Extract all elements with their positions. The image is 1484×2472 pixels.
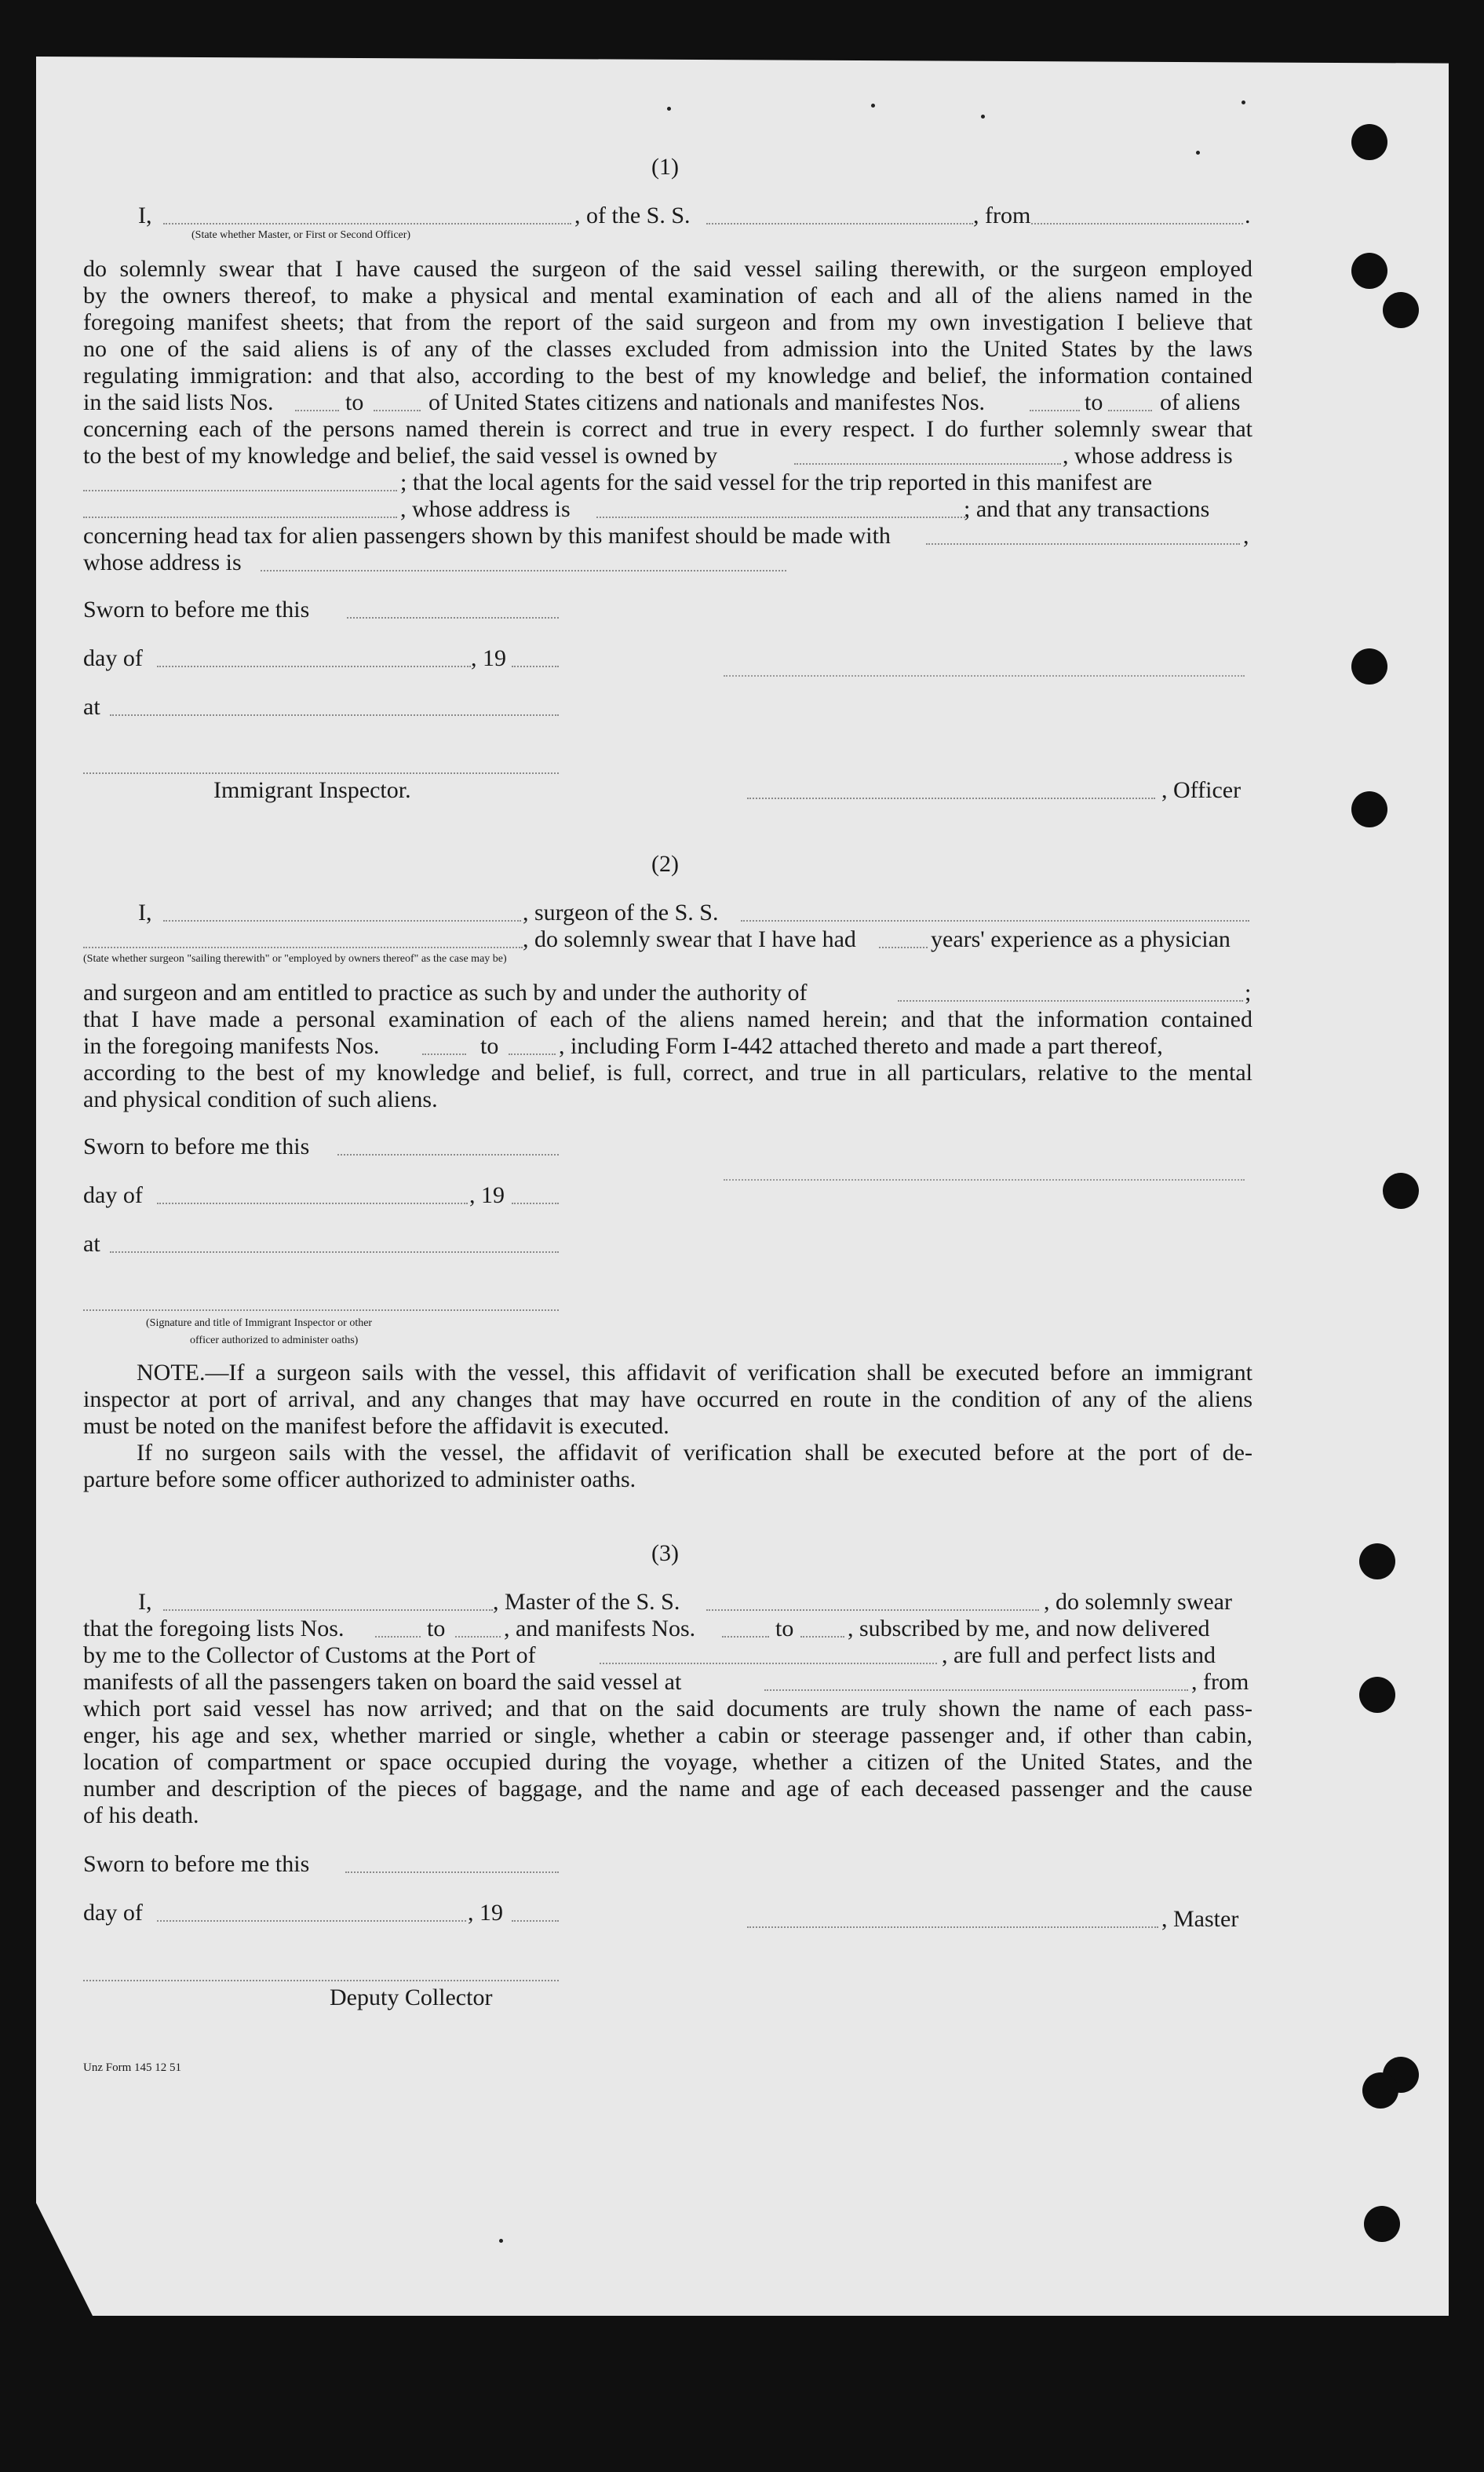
s2-note-surgeon: (State whether surgeon "sailing therewith" or "employed by owners thereof" as the case may be)	[83, 953, 507, 965]
form-id: Unz Form 145 12 51	[83, 2061, 181, 2074]
s1-line-4: no one of the said aliens is of any of the classes excluded from admission into the United States by the laws	[83, 336, 1252, 362]
s3-line-6: location of compartment or space occupied during the voyage, whether a citizen of the United States, and the	[83, 1749, 1252, 1775]
s3-lists-to-field[interactable]	[455, 1636, 501, 1638]
s2-manifest-from-field[interactable]	[422, 1053, 466, 1055]
s1-inspector: Immigrant Inspector.	[213, 777, 411, 803]
s1-from-field[interactable]	[1031, 223, 1243, 225]
s3-line-4: which port said vessel has now arrived; and that on the said documents are truly shown the name of each pass-	[83, 1696, 1252, 1722]
speck	[981, 115, 985, 119]
s3-sworn: Sworn to before me this	[83, 1851, 310, 1877]
s1-l6a: in the said lists Nos.	[83, 389, 274, 415]
punch-hole	[1364, 2206, 1400, 2242]
s1-line-3: foregoing manifest sheets; that from the report of the said surgeon and from my own investigation I believe that	[83, 309, 1252, 335]
s3-19: , 19	[468, 1900, 503, 1926]
s3-l1e: , subscribed by me, and now delivered	[848, 1616, 1210, 1641]
s1-headtax-field[interactable]	[926, 543, 1240, 545]
section-2-heading: (2)	[651, 851, 679, 877]
s1-line-5: regulating immigration: and that also, according to the best of my knowledge and belief, the information contained	[83, 363, 1252, 389]
s3-swear: , do solemnly swear	[1044, 1589, 1232, 1615]
speck	[499, 2239, 503, 2243]
s1-l11a: concerning head tax for alien passengers shown by this manifest should be made with	[83, 523, 891, 549]
s1-at: at	[83, 694, 100, 720]
s1-note-master: (State whether Master, or First or Second Officer)	[191, 229, 411, 241]
s1-period: .	[1245, 203, 1251, 228]
s2-19: , 19	[469, 1182, 505, 1208]
s1-from: , from	[973, 203, 1031, 228]
s3-l1c: , and manifests Nos.	[504, 1616, 696, 1641]
s3-master-signature-field[interactable]	[747, 1926, 1158, 1928]
s3-l3b: , from	[1191, 1669, 1249, 1695]
s3-master-of: , Master of the S. S.	[493, 1589, 680, 1615]
s1-sworn-field[interactable]	[347, 617, 559, 619]
s3-ship-field[interactable]	[706, 1609, 1039, 1611]
s3-l2b: , are full and perfect lists and	[942, 1642, 1216, 1668]
s3-deputy-line[interactable]	[83, 1980, 559, 1981]
s3-l3a: manifests of all the passengers taken on board the said vessel at	[83, 1669, 682, 1695]
s3-manifest-to-field[interactable]	[800, 1636, 844, 1638]
note-line-4: If no surgeon sails with the vessel, the affidavit of verification shall be executed before at the port of de-	[137, 1440, 1252, 1466]
section-1-heading: (1)	[651, 154, 679, 180]
speck	[871, 104, 875, 108]
s2-i: I,	[138, 900, 152, 926]
s1-dayof: day of	[83, 645, 143, 671]
s3-manifest-from-field[interactable]	[722, 1636, 769, 1638]
s2-swear-a: , do solemnly swear that I have had	[523, 926, 856, 952]
s1-lists-to-field[interactable]	[374, 410, 421, 411]
s1-day-field[interactable]	[157, 666, 471, 667]
s2-surgeon: , surgeon of the S. S.	[523, 900, 719, 926]
s2-at-field[interactable]	[110, 1251, 559, 1253]
s2-line-4: according to the best of my knowledge and belief, is full, correct, and true in all particulars, relative to the mental	[83, 1060, 1252, 1086]
s1-line-2: by the owners thereof, to make a physical and mental examination of each and all of the aliens named in the	[83, 283, 1252, 309]
s1-signature-line[interactable]	[724, 675, 1245, 677]
s2-authority-field[interactable]	[898, 1000, 1243, 1002]
s3-year-field[interactable]	[512, 1920, 559, 1922]
s1-l6c: of United States citizens and nationals and manifestes Nos.	[428, 389, 985, 415]
s1-manifest-to-field[interactable]	[1108, 410, 1152, 411]
s2-status-field[interactable]	[163, 920, 521, 922]
s2-swear-b: years' experience as a physician	[931, 926, 1231, 952]
s1-i: I,	[138, 203, 152, 228]
s1-officer-field[interactable]	[747, 798, 1155, 799]
s2-name-field[interactable]	[83, 947, 523, 948]
punch-hole	[1383, 1173, 1419, 1209]
note-line-5: parture before some officer authorized to administer oaths.	[83, 1466, 636, 1492]
s1-agents-field[interactable]	[83, 517, 397, 518]
s2-manifest-to-field[interactable]	[509, 1053, 556, 1055]
s2-l3b: to	[480, 1033, 499, 1059]
s1-19: , 19	[471, 645, 506, 671]
s1-l12: whose address is	[83, 550, 242, 575]
s2-year-field[interactable]	[512, 1203, 559, 1204]
s1-l10b: ; and that any transactions	[964, 496, 1210, 522]
s1-l6b: to	[345, 389, 364, 415]
punch-hole	[1351, 791, 1387, 827]
s1-headtax-address-field[interactable]	[261, 570, 786, 571]
punch-hole	[1351, 124, 1387, 160]
s1-lists-from-field[interactable]	[295, 410, 339, 411]
s2-sworn: Sworn to before me this	[83, 1134, 310, 1159]
speck	[1242, 100, 1245, 104]
s3-line-8: of his death.	[83, 1802, 199, 1828]
s3-master: , Master	[1161, 1906, 1239, 1932]
s1-officer: , Officer	[1161, 777, 1242, 803]
s1-ship-field[interactable]	[706, 223, 973, 225]
note-line-1: NOTE.—If a surgeon sails with the vessel, this affidavit of verification shall be executed before an immigrant	[137, 1360, 1252, 1386]
punch-hole	[1383, 292, 1419, 328]
s3-name-field[interactable]	[163, 1609, 493, 1611]
s1-l6d: to	[1085, 389, 1103, 415]
s3-l1d: to	[775, 1616, 794, 1641]
section-3-heading: (3)	[651, 1540, 679, 1566]
note-line-2: inspector at port of arrival, and any changes that may have occurred en route in the condition of any of the aliens	[83, 1386, 1252, 1412]
punch-hole	[1351, 253, 1387, 289]
s1-l9: ; that the local agents for the said vessel for the trip reported in this manifest are	[400, 469, 1153, 495]
s1-of-ss: , of the S. S.	[574, 203, 691, 228]
s3-l1a: that the foregoing lists Nos.	[83, 1616, 345, 1641]
s3-line-5: enger, his age and sex, whether married or single, whether a cabin or steerage passenger and, if other than cabin,	[83, 1722, 1252, 1748]
s1-rank-field[interactable]	[163, 223, 571, 225]
s1-l8a: to the best of my knowledge and belief, the said vessel is owned by	[83, 443, 718, 469]
s1-at-field[interactable]	[110, 714, 559, 716]
punch-hole	[1362, 2072, 1398, 2109]
s3-line-7: number and description of the pieces of baggage, and the name and age of each deceased passenger and the cause	[83, 1776, 1252, 1802]
s2-line-2: that I have made a personal examination of each of the aliens named herein; and that the information contained	[83, 1006, 1252, 1032]
s2-sig-note-1: (Signature and title of Immigrant Inspector or other	[146, 1317, 373, 1329]
s2-sig-note-2: officer authorized to administer oaths)	[190, 1335, 359, 1346]
s2-line-5: and physical condition of such aliens.	[83, 1086, 438, 1112]
s1-l6e: of aliens	[1160, 389, 1241, 415]
s3-i: I,	[138, 1589, 152, 1615]
s3-lists-from-field[interactable]	[375, 1636, 421, 1638]
speck	[667, 107, 671, 111]
s2-l1a: and surgeon and am entitled to practice as such by and under the authority of	[83, 980, 808, 1006]
s3-sworn-field[interactable]	[345, 1871, 559, 1873]
s3-deputy: Deputy Collector	[330, 1985, 493, 2010]
s1-line-1: do solemnly swear that I have caused the surgeon of the said vessel sailing therewith, or the surgeon employed	[83, 256, 1252, 282]
punch-hole	[1351, 648, 1387, 685]
s2-inspector-line[interactable]	[83, 1309, 559, 1311]
s1-agents-address-field[interactable]	[596, 517, 968, 518]
s2-ship-field[interactable]	[741, 920, 1249, 922]
s2-sworn-field[interactable]	[337, 1154, 559, 1156]
s3-l2a: by me to the Collector of Customs at the Port of	[83, 1642, 536, 1668]
s1-owner-field[interactable]	[794, 463, 1061, 465]
s2-day-field[interactable]	[157, 1203, 468, 1204]
s2-l3a: in the foregoing manifests Nos.	[83, 1033, 380, 1059]
s2-years-field[interactable]	[879, 947, 928, 948]
s3-departure-field[interactable]	[764, 1689, 1188, 1691]
s1-manifest-from-field[interactable]	[1030, 410, 1080, 411]
s1-owner-address-field[interactable]	[83, 490, 397, 491]
s1-year-field[interactable]	[512, 666, 559, 667]
s3-day-field[interactable]	[157, 1920, 466, 1922]
s2-l3c: , including Form I-442 attached thereto and made a part thereof,	[559, 1033, 1163, 1059]
punch-hole	[1359, 1543, 1395, 1579]
s2-signature-line[interactable]	[724, 1179, 1245, 1181]
speck	[1196, 151, 1200, 155]
note-line-3: must be noted on the manifest before the affidavit is executed.	[83, 1413, 669, 1439]
s1-sworn: Sworn to before me this	[83, 597, 310, 623]
s1-l10a: , whose address is	[400, 496, 571, 522]
s2-dayof: day of	[83, 1182, 143, 1208]
s1-l8b: , whose address is	[1063, 443, 1233, 469]
s1-inspector-line[interactable]	[83, 772, 559, 774]
punch-hole	[1359, 1677, 1395, 1713]
s3-port-field[interactable]	[600, 1663, 937, 1664]
s3-l1b: to	[427, 1616, 446, 1641]
s2-at: at	[83, 1231, 100, 1257]
s1-l11b: ,	[1243, 523, 1249, 549]
s1-line-7: concerning each of the persons named therein is correct and true in every respect. I do further solemnly swear that	[83, 416, 1252, 442]
s2-l1b: ;	[1245, 980, 1252, 1006]
s3-dayof: day of	[83, 1900, 143, 1926]
